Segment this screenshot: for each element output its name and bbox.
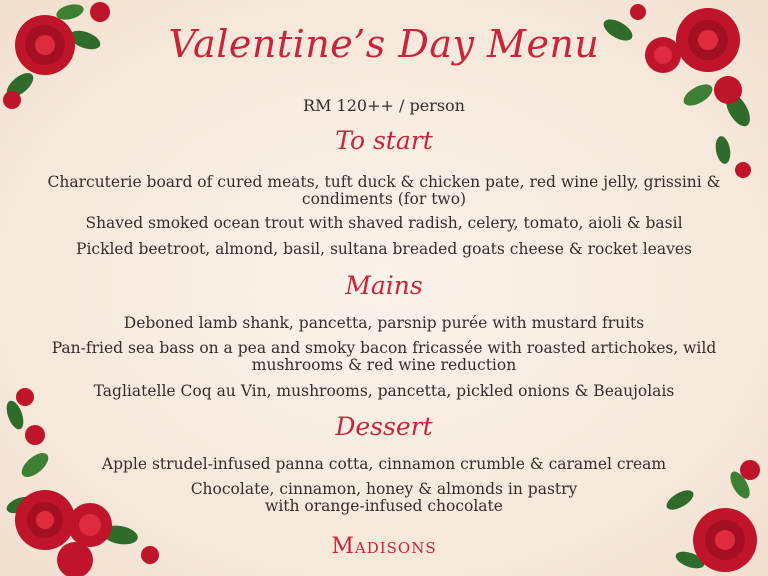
dessert-item: Apple strudel-infused panna cotta, cinnamon crumble & caramel cream [101,455,667,473]
starter-item: Pickled beetroot, almond, basil, sultana breaded goats cheese & rocket leaves [76,240,692,258]
section-heading-dessert: Dessert [335,412,433,441]
main-item: Deboned lamb shank, pancetta, parsnip purée with mustard fruits [123,314,645,332]
starter-item: Shaved smoked ocean trout with shaved radish, celery, tomato, aioli & basil [85,214,683,232]
section-heading-mains: Mains [345,271,423,300]
main-item: Tagliatelle Coq au Vin, mushrooms, pancetta, pickled onions & Beaujolais [93,382,675,400]
menu-title: Valentine’s Day Menu [168,22,600,66]
price: RM 120++ / person [303,96,465,115]
section-heading-to-start: To start [335,126,433,155]
menu [40,0,728,576]
main-item: Pan-fried sea bass on a pea and smoky bacon fricassée with roasted artichokes, wild mushrooms & red wine reduction [51,339,717,374]
starter-item: Charcuterie board of cured meats, tuft duck & chicken pate, red wine jelly, grissini & condiments (for two) [47,173,721,208]
dessert-item: Chocolate, cinnamon, honey & almonds in pastry with orange-infused chocolate [190,480,578,515]
brand-name: Madisons [331,534,437,559]
